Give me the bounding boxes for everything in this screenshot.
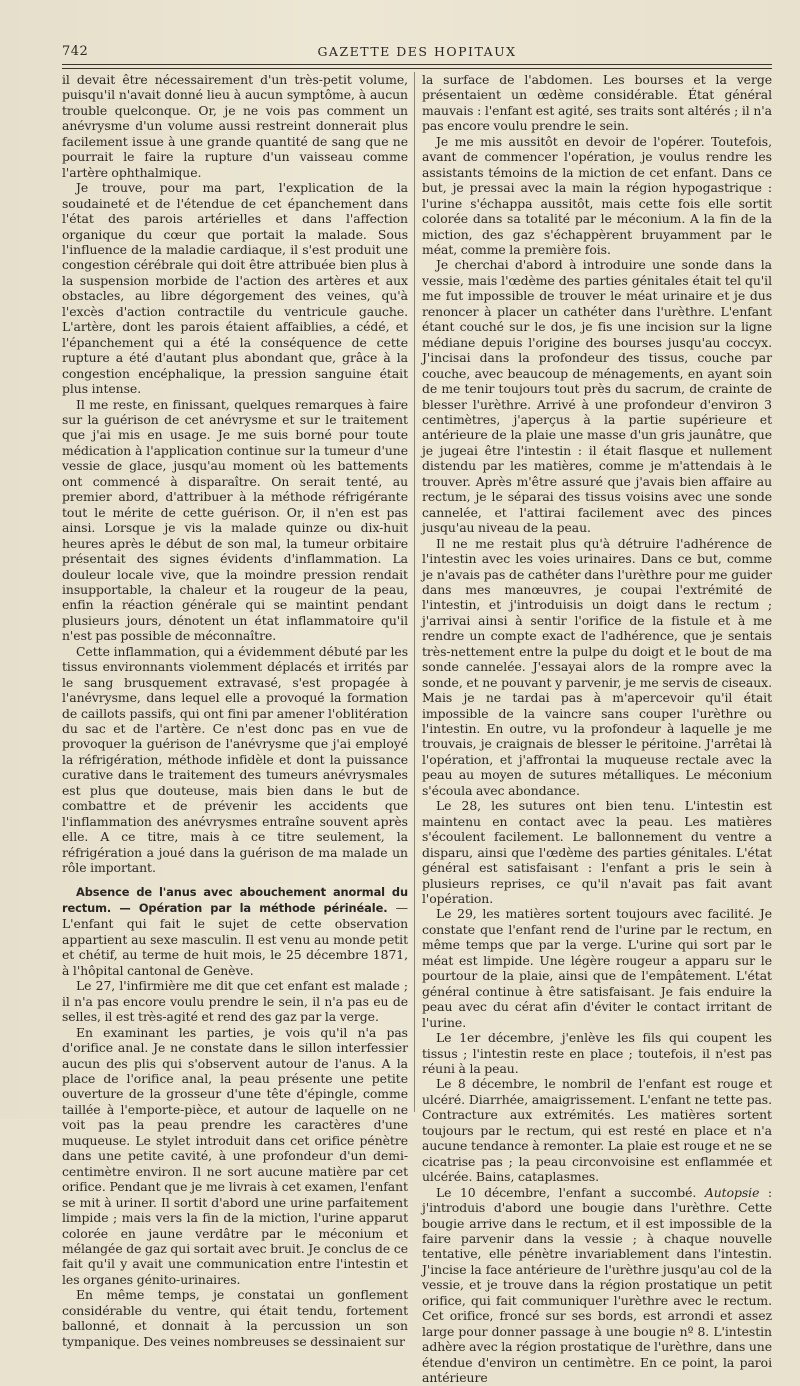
column-divider: [414, 72, 415, 1112]
running-title: GAZETTE DES HOPITAUX: [317, 44, 517, 59]
paragraph: Il ne me restait plus qu'à détruire l'adhérence de l'intestin avec les voies urinaires. Dans ce but, comme je n'avais pas de cathéter dans l'urèthre pour me guider dans mes manœuvres, je coupai l'extrémité de l'intestin, et j'introduisis un doigt dans le rectum ; j'arrivai ainsi à sentir l'orifice de la fistule et à me rendre un compte exact de l'adhérence, que je sentais très-nettement entre la pulpe du doigt et le bout de ma sonde cannelée. J'essayai alors de la rompre avec la sonde, et ne pouvant y parvenir, je me servis de ciseaux. Mais je ne tardai pas à m'apercevoir qu'il était impossible de la vaincre sans couper l'urèthre ou l'intestin. En outre, vu la profondeur à laquelle je me trouvais, je craignais de blesser le péritoine. J'arrêtai là l'opération, et j'affrontai la muqueuse rectale avec la peau au moyen de sutures métalliques. Le méconium s'écoula avec abondance.: [422, 535, 772, 798]
section-paragraph: [62, 884, 408, 979]
paragraph: Le 27, l'infirmière me dit que cet enfant est malade ; il n'a pas encore voulu prendre le sein, il n'a pas eu de selles, il est très-agité et rend des gaz par la verge.: [62, 978, 408, 1025]
left-column: [62, 72, 408, 1349]
autopsy-start: Le 10 décembre, l'enfant a succombé.: [436, 1184, 697, 1200]
paragraph: la surface de l'abdomen. Les bourses et la verge présentaient un œdème considérable. État général mauvais : l'enfant est agité, ses traits sont altérés ; il n'a pas encore voulu prendre le sein.: [422, 72, 772, 134]
paragraph: Le 1er décembre, j'enlève les fils qui coupent les tissus ; l'intestin reste en place ; toutefois, il n'est pas réuni à la peau.: [422, 1030, 772, 1076]
page-number: 742: [62, 44, 89, 59]
paragraph: Cette inflammation, qui a évidemment débuté par les tissus environnants violemment déplacés et irrités par le sang brusquement extravasé, s'est propagée à l'anévrysme, dans lequel elle a provoqué la formation de caillots passifs, qui ont fini par amener l'oblitération du sac et de l'artère. Ce n'est donc pas en vue de provoquer la guérison de l'anévrysme que j'ai employé la réfrigération, méthode infidèle et dont la puissance curative dans le traitement des tumeurs anévrysmales est plus que douteuse, mais bien dans le but de combattre et de prévenir les accidents que l'inflammation des anévrysmes entraîne souvent après elle. A ce titre, mais à ce titre seulement, la réfrigération a joué dans la guérison de ma malade un rôle important.: [62, 643, 408, 876]
paragraph: Je me mis aussitôt en devoir de l'opérer. Toutefois, avant de commencer l'opération, je voulus rendre les assistants témoins de la miction de cet enfant. Dans ce but, je pressai avec la main la région hypogastrique : l'urine s'échappa aussitôt, mais cette fois elle sortit colorée dans sa totalité par le méconium. A la fin de la miction, des gaz s'échappèrent bruyamment par le méat, comme la première fois.: [422, 133, 772, 257]
header-rule-bottom: [62, 68, 772, 69]
paragraph: Je trouve, pour ma part, l'explication de la soudaineté et de l'étendue de cet épanchement dans l'état des parois artérielles et dans l'affection organique du cœur que portait la malade. Sous l'influence de la maladie cardiaque, il s'est produit une congestion cérébrale qui doit être attribuée bien plus à la suspension morbide de l'action des artères et aux obstacles, au libre dégorgement des veines, qu'à l'excès d'action contractile du ventricule gauche. L'artère, dont les parois étaient affaiblies, a cédé, et l'épanchement qui a été la conséquence de cette rupture a été d'autant plus abondant que, grâce à la congestion encéphalique, la pression sanguine était plus intense.: [62, 180, 408, 397]
paragraph: Le 28, les sutures ont bien tenu. L'intestin est maintenu en contact avec la peau. Les matières s'écoulent facilement. Le ballonnement du ventre a disparu, ainsi que l'œdème des parties génitales. L'état général est satisfaisant : l'enfant a pris le sein à plusieurs reprises, ce qu'il n'avait pas fait avant l'opération.: [422, 798, 772, 907]
paragraph: Le 8 décembre, le nombril de l'enfant est rouge et ulcéré. Diarrhée, amaigrissement. L'enfant ne tette pas. Contracture aux extrémités. Les matières sortent toujours par le rectum, qui est resté en place et n'a aucune tendance à remonter. La plaie est rouge et ne se cicatrise pas ; la peau circonvoisine est enflammée et ulcérée. Bains, cataplasmes.: [422, 1076, 772, 1185]
right-column: [422, 72, 772, 1386]
paragraph: il devait être nécessairement d'un très-petit volume, puisqu'il n'avait donné lieu à aucun symptôme, à aucun trouble quelconque. Or, je ne vois pas comment un anévrysme d'un volume aussi restreint donnerait plus facilement issue à une grande quantité de sang que ne pourrait le faire la rupture d'un vaisseau comme l'artère ophthalmique.: [62, 72, 408, 180]
paragraph: Il me reste, en finissant, quelques remarques à faire sur la guérison de cet anévrysme et sur le traitement que j'ai mis en usage. Je me suis borné pour toute médication à l'application continue sur la tumeur d'une vessie de glace, jusqu'au moment où les battements ont commencé à disparaître. On serait tenté, au premier abord, d'attribuer à la méthode réfrigérante tout le mérite de cette guérison. Or, il n'en est pas ainsi. Lorsque je vis la malade quinze ou dix-huit heures après le début de son mal, la tumeur orbitaire présentait des signes évidents d'inflammation. La douleur locale vive, que la moindre pression rendait insupportable, la chaleur et la rougeur de la peau, enfin la réaction générale qui se maintint pendant plusieurs jours, dénotent un état inflammatoire qu'il n'est pas possible de méconnaître.: [62, 396, 408, 644]
paragraph: En même temps, je constatai un gonflement considérable du ventre, qui était tendu, fortement ballonné, et donnait à la percussion un son tympanique. Des veines nombreuses se dessinaient sur: [62, 1287, 408, 1349]
paragraph: Je cherchai d'abord à introduire une sonde dans la vessie, mais l'œdème des parties génitales était tel qu'il me fut impossible de trouver le méat urinaire et je dus renoncer à placer un cathéter dans l'urèthre. L'enfant étant couché sur le dos, je fis une incision sur la ligne médiane depuis l'origine des bourses jusqu'au coccyx. J'incisai dans la profondeur des tissus, couche par couche, avec beaucoup de ménagements, en ayant soin de me tenir toujours tout près du sacrum, de crainte de blesser l'urèthre. Arrivé à une profondeur d'environ 3 centimètres, j'aperçus à la partie supérieure et antérieure de la plaie une masse d'un gris jaunâtre, que je jugeai être l'intestin : il était flasque et nullement distendu par les matières, comme je m'attendais à le trouver. Après m'être assuré que j'avais bien affaire au rectum, je le séparai des tissus voisins avec une sonde cannelée, et l'attirai facilement avec des pinces jusqu'au niveau de la peau.: [422, 257, 772, 536]
section-title: Absence de l'anus avec abouchement anormal du rectum. — Opération par la méthode périnéale.: [62, 884, 408, 916]
paragraph: En examinant les parties, je vois qu'il n'a pas d'orifice anal. Je ne constate dans le sillon interfessier aucun des plis qui s'observent autour de l'anus. A la place de l'orifice anal, la peau présente une petite ouverture de la grosseur d'une tête d'épingle, comme taillée à l'emporte-pièce, et autour de laquelle on ne voit pas la peau prendre les caractères d'une muqueuse. Le stylet introduit dans cet orifice pénètre dans une petite cavité, à une profondeur d'un demi-centimètre environ. Il ne sort aucune matière par cet orifice. Pendant que je me livrais à cet examen, l'enfant se mit à uriner. Il sortit d'abord une urine parfaitement limpide ; mais vers la fin de la miction, l'urine apparut colorée en jaune verdâtre par le méconium et mélangée de gaz qui sortait avec bruit. Je conclus de ce fait qu'il y avait une communication entre l'intestin et les organes génito-urinaires.: [62, 1024, 408, 1287]
paragraph: Le 29, les matières sortent toujours avec facilité. Je constate que l'enfant rend de l'urine par le rectum, en même temps que par la verge. L'urine qui sort par le méat est limpide. Une légère rougeur a apparu sur le pourtour de la plaie, ainsi que de l'empâtement. L'état général continue à être satisfaisant. Je fais enduire la peau avec du cérat afin d'éviter le contact irritant de l'urine.: [422, 906, 772, 1030]
autopsy-text: : j'introduis d'abord une bougie dans l'urèthre. Cette bougie arrive dans le rectum, et il est impossible de la faire parvenir dans la vessie ; à chaque nouvelle tentative, elle pénètre invariablement dans l'intestin. J'incise la face antérieure de l'urèthre jusqu'au col de la vessie, et je trouve dans la région prostatique un petit orifice, qui fait communiquer l'urèthre avec le rectum. Cet orifice, froncé sur ses bords, est arrondi et assez large pour donner passage à une bougie nº 8. L'intestin adhère avec la région prostatique de l'urèthre, dans une étendue d'environ un centimètre. En ce point, la paroi antérieure: [422, 1184, 772, 1386]
autopsy-label: Autopsie: [704, 1184, 760, 1200]
autopsy-paragraph: [422, 1185, 772, 1386]
header-rule-top: [62, 64, 772, 65]
page-header: [62, 40, 772, 64]
section-lead: — L'enfant qui fait le sujet de cette observation appartient au sexe masculin. Il est venu au monde petit et chétif, au terme de huit mois, le 25 décembre 1871, à l'hôpital cantonal de Genève.: [62, 900, 408, 978]
